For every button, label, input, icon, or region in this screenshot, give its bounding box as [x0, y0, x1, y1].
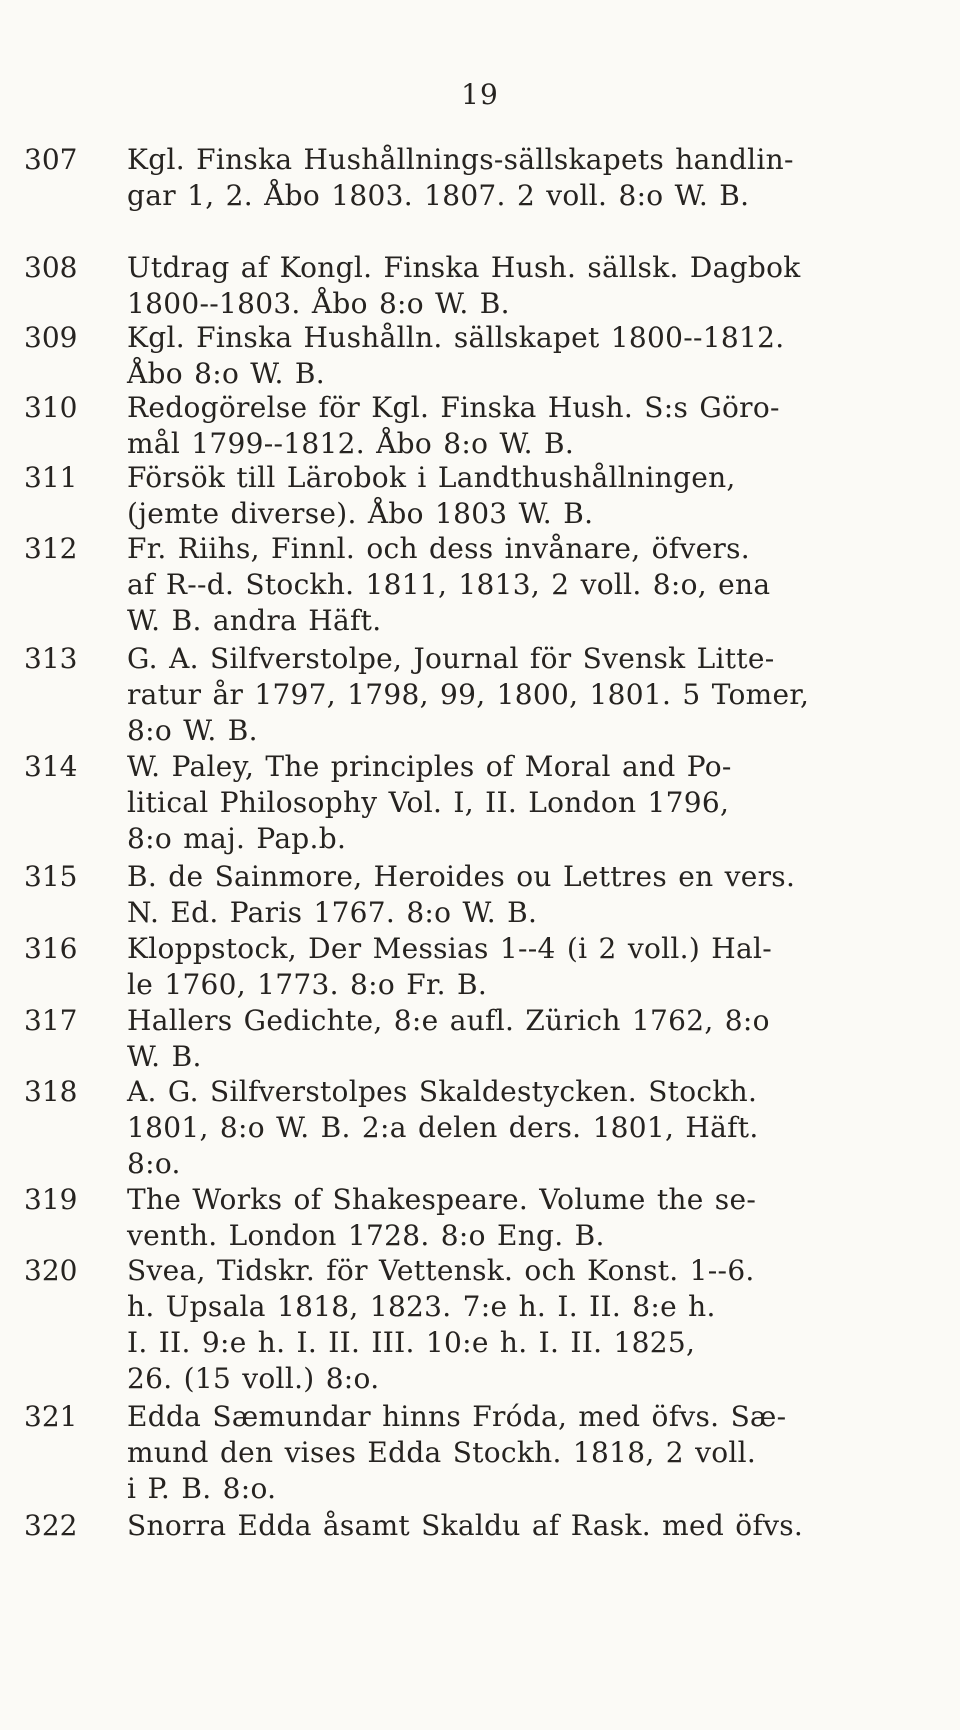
page-number: 19 [461, 78, 499, 111]
entry-number: 319 [24, 1183, 78, 1216]
entry-text-continuation: venth. London 1728. 8:o Eng. B. [127, 1219, 605, 1252]
entry-text-continuation: 26. (15 voll.) 8:o. [127, 1362, 380, 1395]
entry-text-continuation: litical Philosophy Vol. I, II. London 1796, [127, 786, 730, 819]
entry-number: 320 [24, 1254, 78, 1287]
entry-text-continuation: mål 1799--1812. Åbo 8:o W. B. [127, 427, 575, 460]
entry-text-continuation: h. Upsala 1818, 1823. 7:e h. I. II. 8:e h. [127, 1290, 716, 1323]
entry-text-continuation: 8:o W. B. [127, 714, 258, 747]
entry-number: 310 [24, 391, 78, 424]
entry-number: 312 [24, 532, 78, 565]
entry-text-continuation: W. B. [127, 1040, 202, 1073]
entry-text-continuation: i P. B. 8:o. [127, 1472, 277, 1505]
entry-number: 308 [24, 251, 78, 284]
entry-number: 318 [24, 1075, 78, 1108]
entry-text: Fr. Riihs, Finnl. och dess invånare, öfvers. [127, 532, 750, 565]
entry-number: 316 [24, 932, 78, 965]
entry-text-continuation: N. Ed. Paris 1767. 8:o W. B. [127, 896, 538, 929]
entry-text: The Works of Shakespeare. Volume the se- [127, 1183, 757, 1216]
entry-text-continuation: 1800--1803. Åbo 8:o W. B. [127, 287, 510, 320]
entry-text: Snorra Edda åsamt Skaldu af Rask. med öfvs. [127, 1509, 804, 1542]
entry-number: 317 [24, 1004, 78, 1037]
entry-text: Svea, Tidskr. för Vettensk. och Konst. 1--6. [127, 1254, 755, 1287]
entry-number: 311 [24, 461, 78, 494]
entry-text: Edda Sæmundar hinns Fróda, med öfvs. Sæ- [127, 1400, 787, 1433]
entry-text-continuation: Åbo 8:o W. B. [127, 357, 325, 390]
entry-text-continuation: W. B. andra Häft. [127, 604, 382, 637]
entry-text: A. G. Silfverstolpes Skaldestycken. Stockh. [127, 1075, 758, 1108]
entry-text: Försök till Lärobok i Landthushållningen, [127, 461, 736, 494]
entry-text-continuation: gar 1, 2. Åbo 1803. 1807. 2 voll. 8:o W. B. [127, 179, 750, 212]
entry-text-continuation: 8:o. [127, 1147, 181, 1180]
entry-number: 309 [24, 321, 78, 354]
entry-number: 313 [24, 642, 78, 675]
entry-text-continuation: af R--d. Stockh. 1811, 1813, 2 voll. 8:o, ena [127, 568, 771, 601]
entry-number: 322 [24, 1509, 78, 1542]
entry-text-continuation: (jemte diverse). Åbo 1803 W. B. [127, 497, 594, 530]
entry-text: Kgl. Finska Hushålln. sällskapet 1800--1812. [127, 321, 785, 354]
entry-text-continuation: le 1760, 1773. 8:o Fr. B. [127, 968, 488, 1001]
entry-text: Redogörelse för Kgl. Finska Hush. S:s Göro- [127, 391, 780, 424]
entry-text: G. A. Silfverstolpe, Journal för Svensk Litte- [127, 642, 775, 675]
entry-text-continuation: I. II. 9:e h. I. II. III. 10:e h. I. II. 1825, [127, 1326, 696, 1359]
entry-text: Kloppstock, Der Messias 1--4 (i 2 voll.) Hal- [127, 932, 772, 965]
entry-text: B. de Sainmore, Heroides ou Lettres en vers. [127, 860, 796, 893]
entry-text-continuation: mund den vises Edda Stockh. 1818, 2 voll. [127, 1436, 757, 1469]
entry-text-continuation: 8:o maj. Pap.b. [127, 822, 347, 855]
entry-text-continuation: ratur år 1797, 1798, 99, 1800, 1801. 5 Tomer, [127, 678, 810, 711]
entry-number: 321 [24, 1400, 78, 1433]
entry-text: Kgl. Finska Hushållnings-sällskapets handlin- [127, 143, 794, 176]
entry-text: W. Paley, The principles of Moral and Po- [127, 750, 732, 783]
entry-number: 314 [24, 750, 78, 783]
entry-text: Utdrag af Kongl. Finska Hush. sällsk. Dagbok [127, 251, 801, 284]
entry-number: 307 [24, 143, 78, 176]
entry-text: Hallers Gedichte, 8:e aufl. Zürich 1762, 8:o [127, 1004, 770, 1037]
entry-number: 315 [24, 860, 78, 893]
entry-text-continuation: 1801, 8:o W. B. 2:a delen ders. 1801, Häft. [127, 1111, 759, 1144]
